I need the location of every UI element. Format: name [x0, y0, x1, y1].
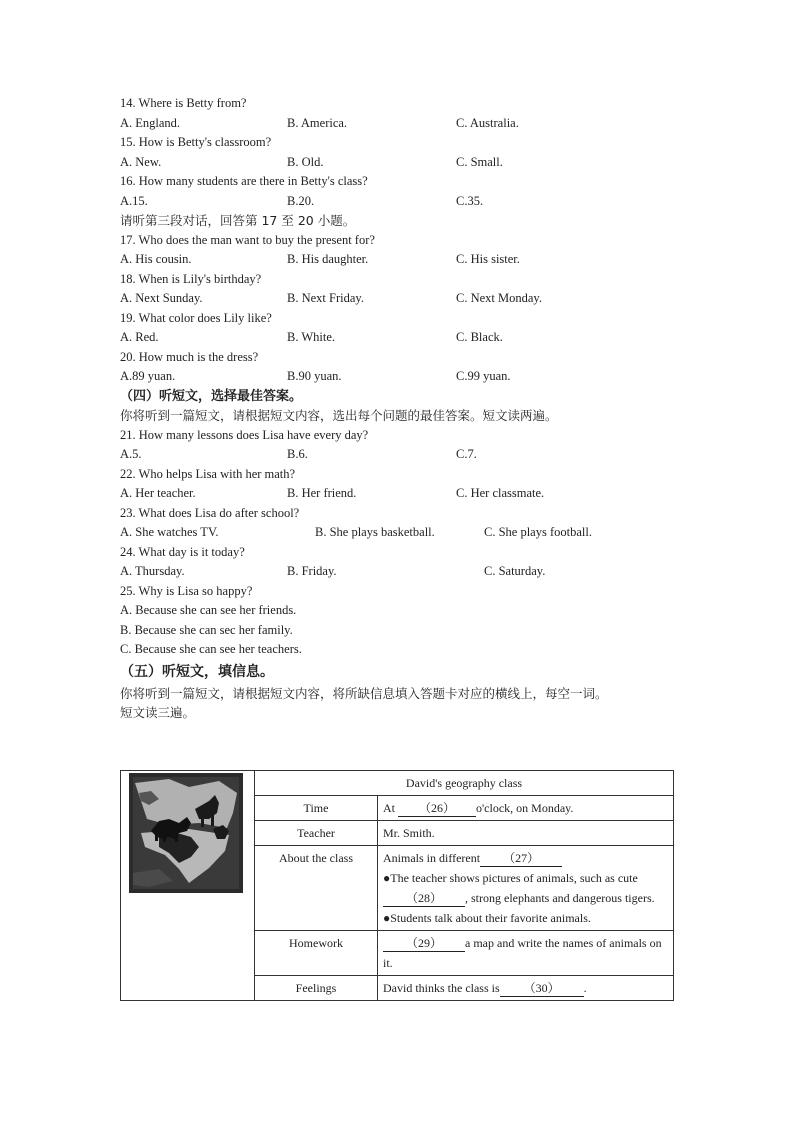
question-15: 15. How is Betty's classroom? — [120, 135, 272, 149]
exam-content — [120, 94, 680, 723]
blank-30[interactable]: （30） — [500, 980, 584, 997]
question-21: 21. How many lessons does Lisa have every day? — [120, 427, 369, 442]
feelings-label: Feelings — [255, 976, 378, 1001]
blank-28[interactable]: （28） — [383, 890, 465, 907]
about-bullet-1: ●The teacher shows pictures of animals, such as cute（28） , strong elephants and dangerous tigers. — [383, 871, 655, 905]
homework-label: Homework — [255, 931, 378, 976]
teacher-value: Mr. Smith. — [378, 821, 674, 846]
question-14: 14. Where is Betty from? — [120, 96, 247, 110]
section-5-title: （五）听短文，填信息。 — [120, 663, 274, 680]
options-23: A. She watches TV. B. She plays basketball. C. She plays football. — [120, 525, 592, 539]
question-19: 19. What color does Lily like? — [120, 310, 272, 325]
question-25: 25. Why is Lisa so happy? — [120, 583, 253, 598]
blank-27[interactable]: （27） — [480, 850, 562, 867]
options-16: A.15. B.20. C.35. — [120, 193, 484, 208]
question-17: 17. Who does the man want to buy the present for? — [120, 232, 375, 247]
option-25-a: A. Because she can see her friends. — [120, 603, 297, 617]
blank-29[interactable]: （29） — [383, 935, 465, 952]
instruction-17-20: 请听第三段对话，回答第 17 至 20 小题。 — [120, 213, 356, 228]
option-25-b: B. Because she can sec her family. — [120, 622, 293, 637]
blank-26[interactable]: （26） — [398, 800, 476, 817]
picture-cell — [121, 771, 255, 1001]
about-bullet-2: ●Students talk about their favorite animals. — [383, 911, 591, 925]
section-4-instruction: 你将听到一篇短文，请根据短文内容，选出每个问题的最佳答案。短文读两遍。 — [120, 408, 558, 423]
options-17: A. His cousin. B. His daughter. C. His sister. — [120, 252, 520, 266]
options-18: A. Next Sunday. B. Next Friday. C. Next Monday. — [120, 291, 542, 305]
question-20: 20. How much is the dress? — [120, 349, 259, 364]
animals-map-illustration — [129, 773, 243, 893]
time-value: At （26） o'clock, on Monday. — [378, 796, 674, 821]
options-24: A. Thursday. B. Friday. C. Saturday. — [120, 564, 546, 578]
about-label: About the class — [255, 846, 378, 931]
question-16: 16. How many students are there in Betty's class? — [120, 174, 368, 188]
section-5-instruction-1: 你将听到一篇短文，请根据短文内容，将所缺信息填入答题卡对应的横线上，每空一词。 — [120, 685, 608, 701]
question-18: 18. When is Lily's birthday? — [120, 271, 262, 286]
options-14: A. England. B. America. C. Australia. — [120, 115, 519, 130]
info-table — [120, 770, 674, 1001]
table-title: David's geography class — [255, 771, 674, 796]
option-25-c: C. Because she can see her teachers. — [120, 642, 302, 656]
question-23: 23. What does Lisa do after school? — [120, 505, 300, 520]
options-19: A. Red. B. White. C. Black. — [120, 330, 503, 344]
options-21: A.5. B.6. C.7. — [120, 447, 477, 461]
options-15: A. New. B. Old. C. Small. — [120, 154, 503, 169]
section-4-title: （四）听短文，选择最佳答案。 — [120, 388, 303, 404]
feelings-value: David thinks the class is （30） . — [378, 976, 674, 1001]
question-22: 22. Who helps Lisa with her math? — [120, 466, 296, 481]
time-label: Time — [255, 796, 378, 821]
teacher-label: Teacher — [255, 821, 378, 846]
section-5-instruction-2: 短文读三遍。 — [120, 705, 196, 720]
homework-value: （29） a map and write the names of animals on it. — [378, 931, 674, 976]
options-20: A.89 yuan. B.90 yuan. C.99 yuan. — [120, 369, 511, 383]
question-24: 24. What day is it today? — [120, 544, 245, 559]
options-22: A. Her teacher. B. Her friend. C. Her classmate. — [120, 486, 545, 500]
about-value: Animals in different （27） ●The teacher shows pictures of animals, such as cute（28） , strong elephants and dangerous tigers. ●Students talk about their favorite animals. — [378, 846, 674, 931]
